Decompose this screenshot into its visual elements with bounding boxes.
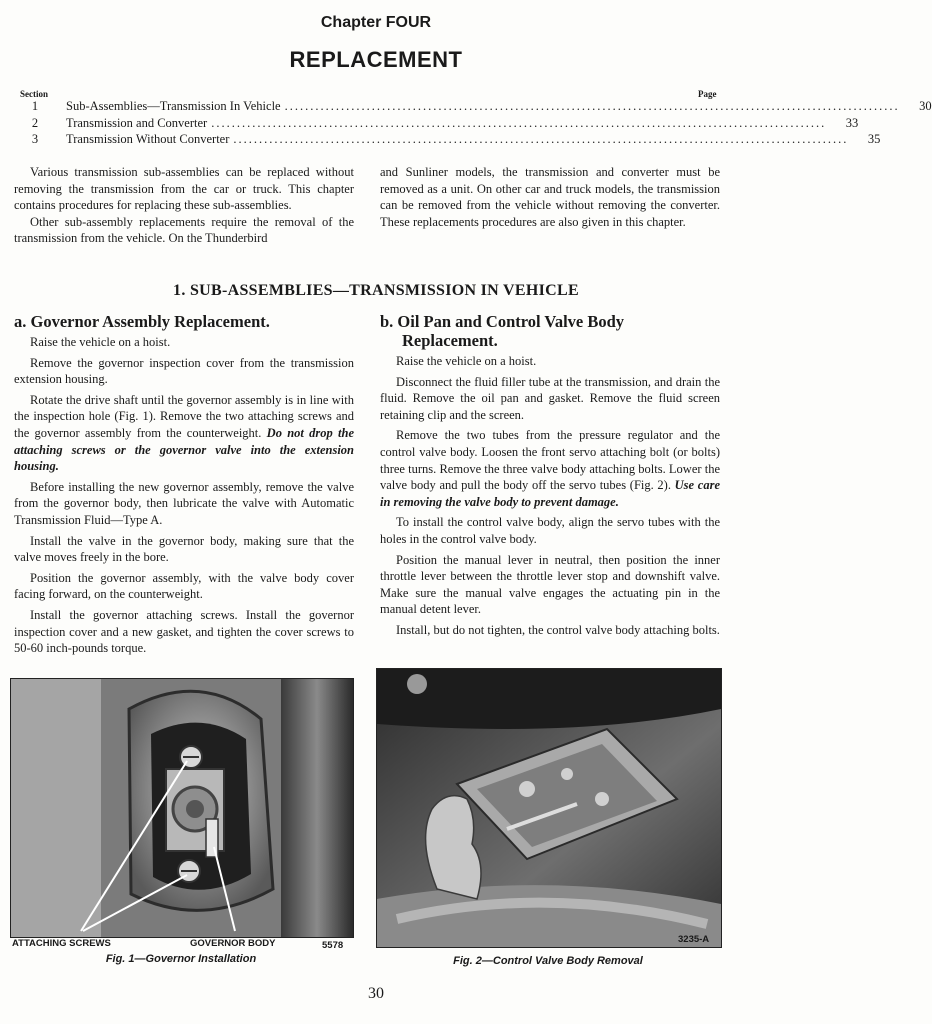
figure-1-number: 5578 [322,940,344,951]
oil-pan-paragraph [380,427,720,510]
intro-paragraph: and Sunliner models, the transmission and converter must be removed as a unit. On other car and truck models, the transmission can be removed from the vehicle without removing the converter. These replacements procedures are also given in this chapter. [380,165,720,229]
figure-2-caption: Fig. 2—Control Valve Body Removal [453,955,643,967]
toc-entry [22,131,881,148]
oil-pan-paragraph: Raise the vehicle on a hoist. [396,354,537,368]
intro-paragraph: Various transmission sub-assemblies can be replaced without removing the transmission from the car or truck. This chapter contains procedures for replacing these sub-assemblies. [14,165,354,213]
toc-entry-number: 1 [31,99,39,113]
toc-entry-title: Transmission Without Converter [66,132,230,146]
oil-pan-paragraph: Disconnect the fluid filler tube at the transmission, and drain the fluid. Remove the oil pan and gasket. Remove the fluid screen retaining clip and the screen. [380,374,720,422]
toc-entry [22,115,859,132]
toc-entry-number: 3 [31,132,39,146]
intro-paragraph: Other sub-assembly replacements require the removal of the transmission from the vehicle. On the Thunderbird [14,214,354,246]
governor-column [14,312,354,661]
figure-1-caption: Fig. 1—Governor Installation [105,953,257,965]
oil-pan-column [380,312,720,643]
toc-leader-dots: ........................................................................................................................ [233,132,849,146]
figure-1-photo [10,678,354,938]
oil-pan-warning: Use care in removing the valve body to prevent damage. [380,478,720,509]
toc-section-label: Section [20,89,48,99]
governor-paragraph: Position the governor assembly, with the valve body cover facing forward, on the counterweight. [14,570,354,602]
section-heading: 1. SUB-ASSEMBLIES—TRANSMISSION IN VEHICLE [173,282,579,299]
chapter-title: REPLACEMENT [289,47,463,72]
governor-paragraph: Before installing the new governor assembly, remove the valve from the governor body, then lubricate the valve with Automatic Transmission Fluid—Type A. [14,479,354,527]
governor-paragraph: Install the governor attaching screws. Install the governor inspection cover and a new gasket, and tighten the cover screws to 50-60 inch-pounds torque. [14,607,354,656]
governor-paragraph [14,392,354,475]
oil-pan-step-text: Remove the two tubes from the pressure regulator and the control valve body. Loosen the front servo attaching bolt (or bolts) three turns. Remove the three valve body attaching bolts. Lower the valve body and pull the body off the servo tubes (Fig. 2). [380,428,720,493]
figure-2-number: 3235-A [678,934,710,945]
governor-step-text: Rotate the drive shaft until the governor assembly is in line with the inspection hole (Fig. 1). Remove the two attaching screws and the governor assembly from the counterweight. [14,392,354,440]
oil-pan-paragraph: Install, but do not tighten, the control valve body attaching bolts. [396,622,720,637]
toc-page-label: Page [698,89,717,99]
toc-leader-dots: ........................................................................................................................ [211,115,827,130]
intro-right-column [380,164,720,230]
toc-entry-title: Sub-Assemblies—Transmission In Vehicle [66,99,281,113]
toc-entry-page: 35 [867,132,881,146]
figure-1-label-governor-body: GOVERNOR BODY [190,938,276,949]
toc-leader-dots: ........................................................................................................................ [284,99,900,113]
oil-pan-paragraph: Position the manual lever in neutral, then position the inner throttle lever between the throttle lever stop and downshift valve. Make sure the manual valve engages the actuating pin in the manual detent lever. [380,552,720,617]
governor-warning: Do not drop the attaching screws or the governor valve into the extension housing. [14,425,354,474]
governor-paragraph: Remove the governor inspection cover from the transmission extension housing. [14,355,354,387]
oil-pan-heading-line: Replacement. [402,331,498,350]
oil-pan-heading-line: b. Oil Pan and Control Valve Body [380,312,625,331]
figure-2-photo [376,668,722,948]
oil-pan-heading [380,312,720,350]
toc-entry-title: Transmission and Converter [66,115,208,130]
toc-entry-page: 30 [919,99,932,113]
oil-pan-paragraph: To install the control valve body, align the servo tubes with the holes in the control valve body. [380,515,720,546]
governor-heading: a. Governor Assembly Replacement. [14,312,270,331]
figure-1-label-attaching-screws: ATTACHING SCREWS [12,938,111,949]
intro-left-column [14,164,354,247]
governor-paragraph: Install the valve in the governor body, making sure that the valve moves freely in the bore. [14,533,354,565]
governor-photo-illustration [11,679,353,937]
toc-entry-number: 2 [31,115,39,130]
page-number: 30 [368,985,384,1002]
toc-entry [22,98,932,115]
governor-paragraph: Raise the vehicle on a hoist. [30,335,171,349]
table-of-contents [22,98,932,148]
chapter-label: Chapter FOUR [320,14,432,31]
toc-entry-page: 33 [845,115,859,130]
valve-body-photo-illustration [377,669,721,947]
